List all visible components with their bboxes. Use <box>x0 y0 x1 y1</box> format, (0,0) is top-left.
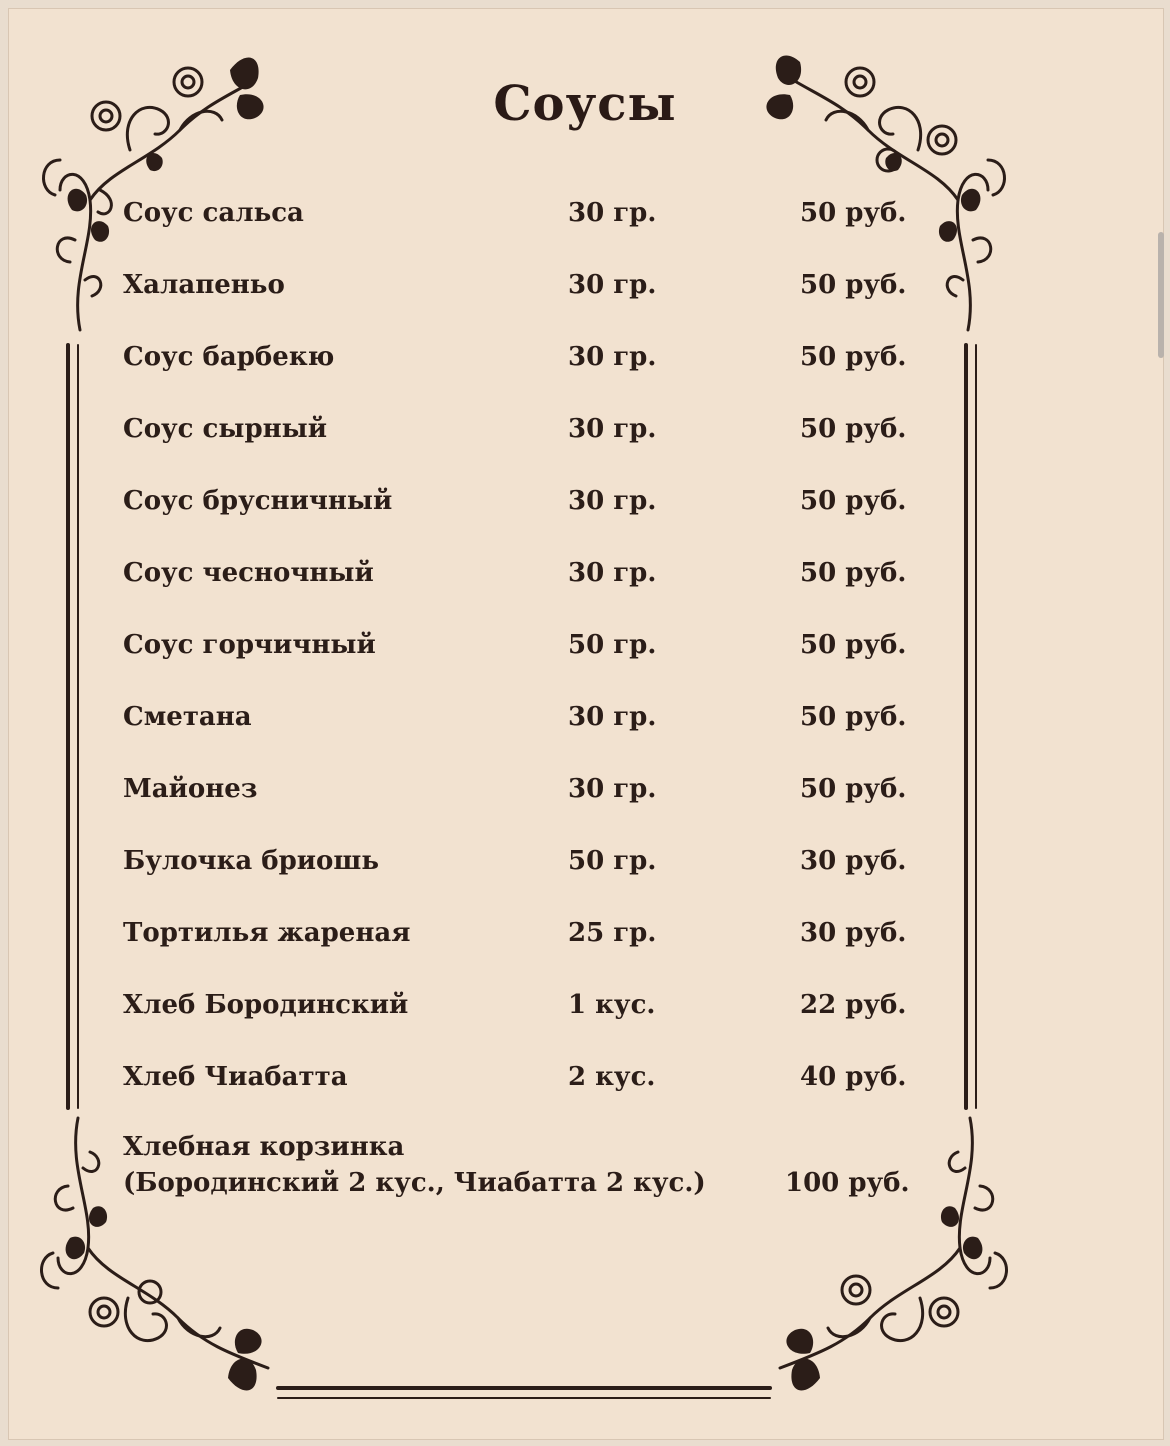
item-weight: 2 кус. <box>568 1062 656 1092</box>
item-name: Халапеньо <box>123 270 285 300</box>
item-weight: 30 гр. <box>568 198 657 228</box>
item-weight: 50 гр. <box>568 846 657 876</box>
item-name: Соус чесночный <box>123 558 374 588</box>
item-name: Соус горчичный <box>123 630 376 660</box>
item-price: 50 руб. <box>800 630 907 660</box>
item-name: Соус брусничный <box>123 486 393 516</box>
menu-item-row <box>0 558 1170 608</box>
menu-item-row <box>0 270 1170 320</box>
item-price: 30 руб. <box>800 846 907 876</box>
item-weight: 50 гр. <box>568 630 657 660</box>
menu-item-row <box>0 342 1170 392</box>
item-price: 50 руб. <box>800 774 907 804</box>
item-weight: 30 гр. <box>568 270 657 300</box>
menu-item-row <box>0 1062 1170 1112</box>
item-weight: 30 гр. <box>568 342 657 372</box>
page-title: Соусы <box>493 76 677 132</box>
item-name: Соус сальса <box>123 198 304 228</box>
basket-name: Хлебная корзинка <box>123 1132 405 1162</box>
item-price: 50 руб. <box>800 486 907 516</box>
item-price: 50 руб. <box>800 414 907 444</box>
item-price: 50 руб. <box>800 342 907 372</box>
item-name: Соус барбекю <box>123 342 335 372</box>
basket-price: 100 руб. <box>785 1168 910 1198</box>
menu-item-row <box>0 702 1170 752</box>
item-price: 50 руб. <box>800 702 907 732</box>
menu-item-row <box>0 846 1170 896</box>
menu-item-row <box>0 486 1170 536</box>
item-name: Соус сырный <box>123 414 328 444</box>
item-price: 50 руб. <box>800 558 907 588</box>
item-price: 40 руб. <box>800 1062 907 1092</box>
item-weight: 1 кус. <box>568 990 656 1020</box>
item-weight: 30 гр. <box>568 702 657 732</box>
item-name: Хлеб Чиабатта <box>123 1062 348 1092</box>
item-name: Майонез <box>123 774 258 804</box>
item-price: 22 руб. <box>800 990 907 1020</box>
item-weight: 30 гр. <box>568 774 657 804</box>
menu-item-row <box>0 774 1170 824</box>
item-weight: 30 гр. <box>568 486 657 516</box>
item-name: Хлеб Бородинский <box>123 990 409 1020</box>
basket-item <box>0 1132 1170 1222</box>
item-name: Тортилья жареная <box>123 918 411 948</box>
item-name: Сметана <box>123 702 252 732</box>
item-weight: 30 гр. <box>568 414 657 444</box>
menu-item-row <box>0 990 1170 1040</box>
item-weight: 25 гр. <box>568 918 657 948</box>
item-price: 50 руб. <box>800 270 907 300</box>
item-price: 50 руб. <box>800 198 907 228</box>
menu-item-row <box>0 198 1170 248</box>
menu-item-row <box>0 414 1170 464</box>
item-name: Булочка бриошь <box>123 846 379 876</box>
item-price: 30 руб. <box>800 918 907 948</box>
menu-item-row <box>0 918 1170 968</box>
item-weight: 30 гр. <box>568 558 657 588</box>
menu-item-row <box>0 630 1170 680</box>
basket-detail: (Бородинский 2 кус., Чиабатта 2 кус.) <box>123 1168 706 1198</box>
